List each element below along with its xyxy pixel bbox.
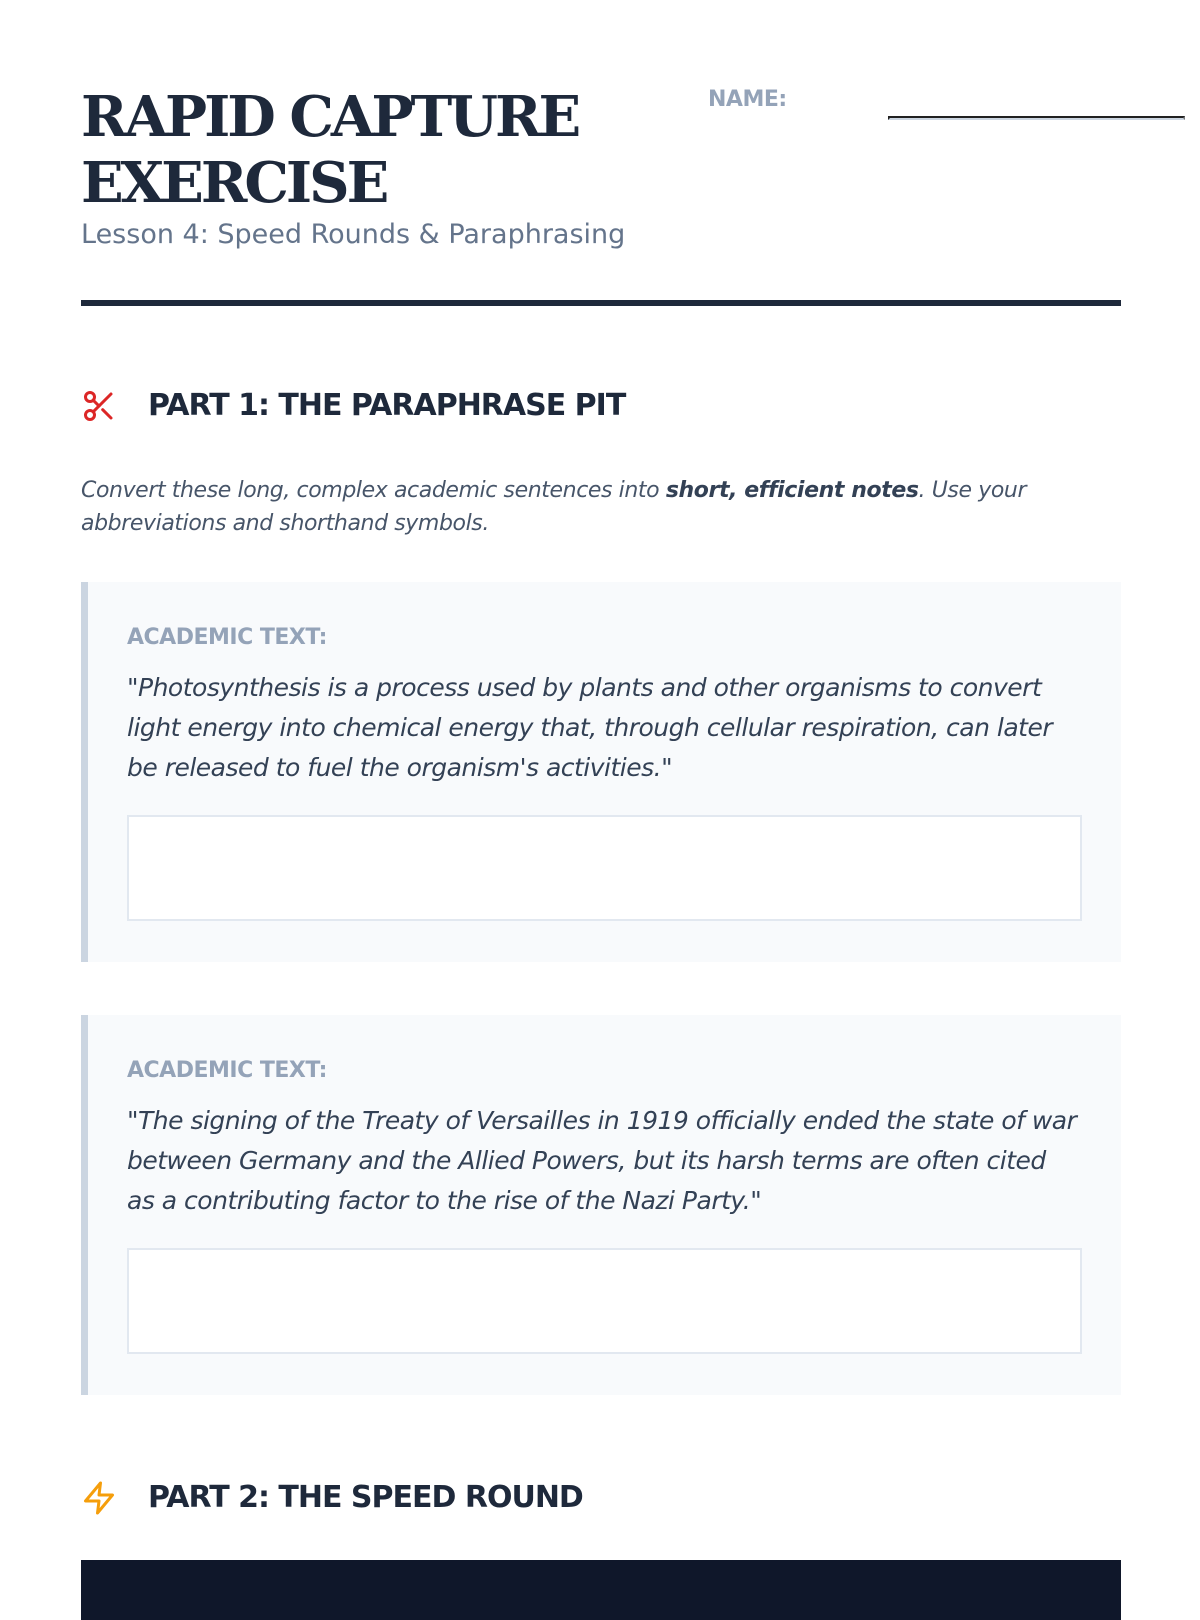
part-1-instructions [81,474,1081,540]
academic-text-label: ACADEMIC TEXT: [127,1058,327,1083]
notes-answer-box[interactable] [127,815,1082,921]
header-divider [81,300,1121,306]
speed-round-panel [81,1560,1121,1620]
worksheet-page [81,0,1121,1600]
instructions-emphasis: short, efficient notes [665,478,919,503]
page-subtitle: Lesson 4: Speed Rounds & Paraphrasing [81,219,626,250]
page-title: RAPID CAPTURE EXERCISE [81,84,579,216]
academic-text-label: ACADEMIC TEXT: [127,625,327,650]
instructions-text-start: Convert these long, complex academic sentences into [81,478,666,503]
name-field-group [708,84,1181,124]
academic-text-quote: "Photosynthesis is a process used by plants and other organisms to convert light energy into chemical energy that, through cellular respiration, can later be released to fuel the organism's activities." [127,673,1053,782]
part-1-heading [81,384,1121,428]
part-1-title: PART 1: THE PARAPHRASE PIT [148,388,626,423]
lightning-icon [81,1480,117,1516]
scissors-icon [81,388,117,424]
exercise-card-2 [81,1015,1121,1395]
worksheet-header [81,84,1121,254]
part-2-heading [81,1476,1121,1520]
name-input[interactable] [888,116,1185,120]
academic-text-quote: "The signing of the Treaty of Versailles in 1919 officially ended the state of war between Germany and the Allied Powers, but its harsh terms are often cited as a contributing factor to the rise of the Nazi Party." [127,1106,1077,1215]
instructions-text-end: . Use your abbreviations and shorthand symbols. [81,478,1027,536]
exercise-card-1 [81,582,1121,962]
name-label: NAME: [708,87,787,112]
notes-answer-box[interactable] [127,1248,1082,1354]
part-2-title: PART 2: THE SPEED ROUND [148,1480,583,1515]
